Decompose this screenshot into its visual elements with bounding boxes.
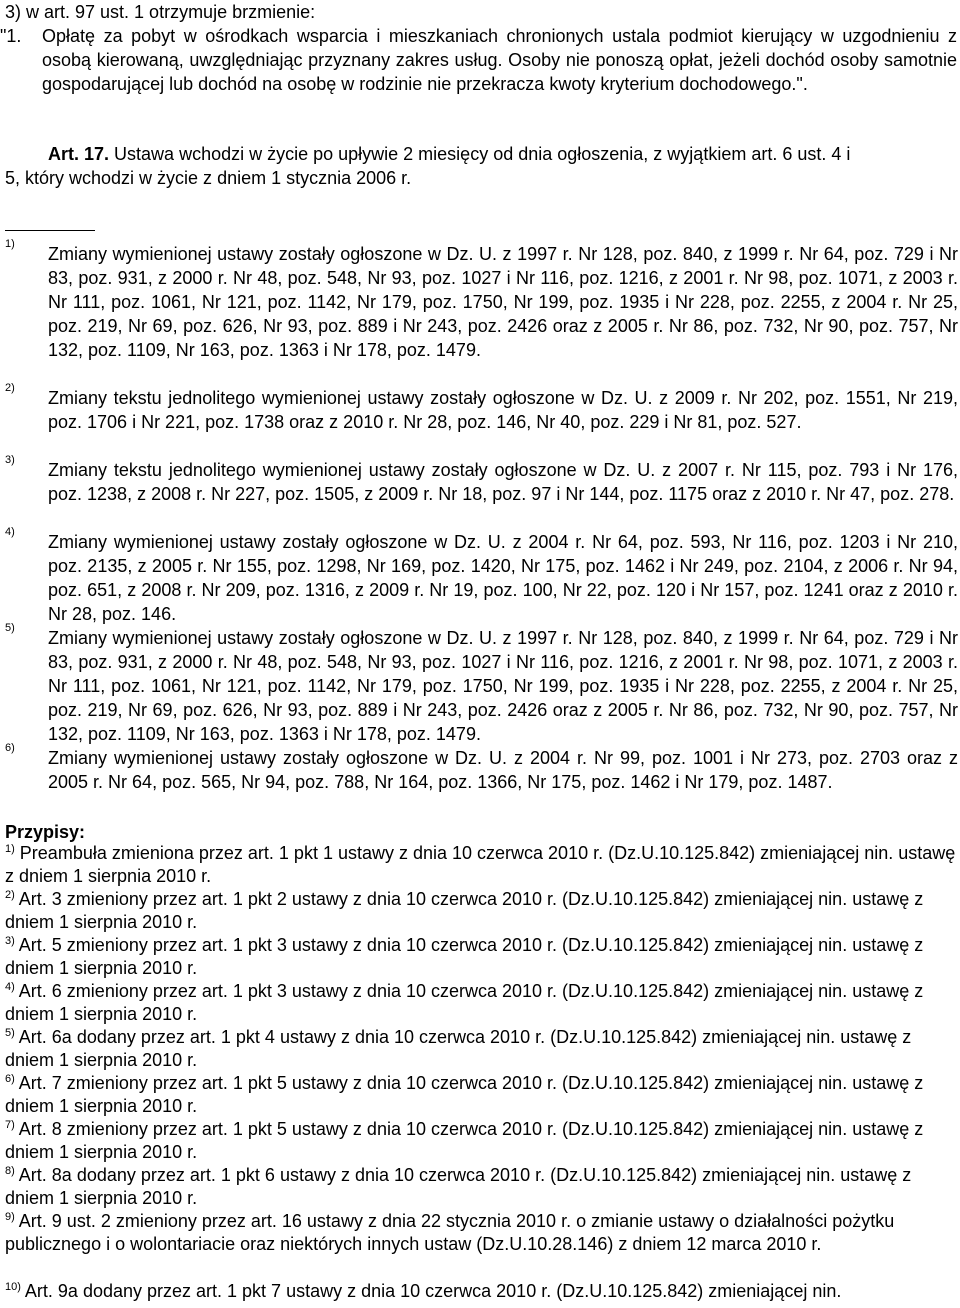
footnote-mark: 4): [5, 526, 15, 538]
przypis-text: Art. 9 ust. 2 zmieniony przez art. 16 ustawy z dnia 22 stycznia 2010 r. o zmianie ustawy o działalności pożytku publicznego i o wolontariacie oraz niektórych innych ustaw (Dz.U.10.28.146) z dniem 12 marca 2010 r.: [5, 1211, 895, 1254]
przypis-2: [5, 888, 957, 934]
przypis-text: Art. 9a dodany przez art. 1 pkt 7 ustawy z dnia 10 czerwca 2010 r. (Dz.U.10.125.842) zmieniającej nin.: [24, 1281, 842, 1301]
przypis-text: Art. 5 zmieniony przez art. 1 pkt 3 ustawy z dnia 10 czerwca 2010 r. (Dz.U.10.125.842) zmieniającej nin. ustawę z dniem 1 sierpnia 2010 r.: [5, 935, 924, 978]
footnote-separator: [5, 230, 95, 231]
footnote-text: Zmiany wymienionej ustawy zostały ogłoszone w Dz. U. z 1997 r. Nr 128, poz. 840, z 1999 r. Nr 64, poz. 729 i Nr 83, poz. 931, z 2000 r. Nr 48, poz. 548, Nr 93, poz. 1027 i Nr 116, poz. 1216, z 2001 r. Nr 98, poz. 1071, z 2003 r. Nr 111, poz. 1061, Nr 121, poz. 1142, Nr 179, poz. 1750, Nr 199, poz. 1935 i Nr 228, poz. 2255, z 2004 r. Nr 25, poz. 219, Nr 69, poz. 626, Nr 93, poz. 889 i Nr 243, poz. 2426 oraz z 2005 r. Nr 86, poz. 732, Nr 90, poz. 757, Nr 132, poz. 1109, Nr 163, poz. 1363 i Nr 178, poz. 1479.: [48, 244, 958, 360]
footnote-1: [5, 238, 958, 362]
quote-text: Opłatę za pobyt w ośrodkach wsparcia i mieszkaniach chronionych ustala podmiot kierujący w uzgodnieniu z osobą kierowaną, uwzględniając przyznany zakres usług. Osoby nie ponoszą opłat, jeżeli dochód osoby samotnie gospodarującej lub dochód na osobę w rodzinie nie przekracza kwoty kryterium dochodowego.".: [42, 26, 957, 94]
przypis-mark: 7): [5, 1119, 15, 1131]
article-17-label: Art. 17.: [48, 144, 110, 164]
przypis-text: Art. 6a dodany przez art. 1 pkt 4 ustawy z dnia 10 czerwca 2010 r. (Dz.U.10.125.842) zmieniającej nin. ustawę z dniem 1 sierpnia 2010 r.: [5, 1027, 912, 1070]
przypis-text: Art. 8 zmieniony przez art. 1 pkt 5 ustawy z dnia 10 czerwca 2010 r. (Dz.U.10.125.842) zmieniającej nin. ustawę z dniem 1 sierpnia 2010 r.: [5, 1119, 924, 1162]
footnote-text: Zmiany wymienionej ustawy zostały ogłoszone w Dz. U. z 2004 r. Nr 99, poz. 1001 i Nr 273, poz. 2703 oraz z 2005 r. Nr 64, poz. 565, Nr 94, poz. 788, Nr 164, poz. 1366, Nr 175, poz. 1462 i Nr 179, poz. 1487.: [48, 748, 958, 792]
article-17-text-line1: Ustawa wchodzi w życie po upływie 2 miesięcy od dnia ogłoszenia, z wyjątkiem art. 6 ust. 4 i: [114, 144, 851, 164]
footnote-text: Zmiany tekstu jednolitego wymienionej ustawy zostały ogłoszone w Dz. U. z 2009 r. Nr 202, poz. 1551, Nr 219, poz. 1706 i Nr 221, poz. 1738 oraz z 2010 r. Nr 28, poz. 146, Nr 40, poz. 229 i Nr 81, poz. 527.: [48, 388, 958, 432]
przypis-8: [5, 1164, 957, 1210]
footnote-6: [5, 742, 958, 794]
przypis-text: Art. 3 zmieniony przez art. 1 pkt 2 ustawy z dnia 10 czerwca 2010 r. (Dz.U.10.125.842) zmieniającej nin. ustawę z dniem 1 sierpnia 2010 r.: [5, 889, 924, 932]
przypis-text: Art. 7 zmieniony przez art. 1 pkt 5 ustawy z dnia 10 czerwca 2010 r. (Dz.U.10.125.842) zmieniającej nin. ustawę z dniem 1 sierpnia 2010 r.: [5, 1073, 924, 1116]
article-17-text-line2: 5, który wchodzi w życie z dniem 1 stycznia 2006 r.: [5, 168, 412, 188]
przypis-text: Art. 8a dodany przez art. 1 pkt 6 ustawy z dnia 10 czerwca 2010 r. (Dz.U.10.125.842) zmieniającej nin. ustawę z dniem 1 sierpnia 2010 r.: [5, 1165, 912, 1208]
footnote-mark: 2): [5, 382, 15, 394]
przypis-mark: 4): [5, 981, 15, 993]
przypis-mark: 3): [5, 935, 15, 947]
quote-lead: "1.: [0, 26, 22, 46]
footnote-2: [5, 382, 958, 434]
amendment-quote: [0, 24, 957, 96]
footnote-4: [5, 526, 958, 626]
przypis-9: [5, 1210, 957, 1256]
przypis-6: [5, 1072, 957, 1118]
przypis-mark: 8): [5, 1165, 15, 1177]
przypis-mark: 2): [5, 889, 15, 901]
przypis-mark: 5): [5, 1027, 15, 1039]
przypis-4: [5, 980, 957, 1026]
footnote-text: Zmiany tekstu jednolitego wymienionej ustawy zostały ogłoszone w Dz. U. z 2007 r. Nr 115, poz. 793 i Nr 176, poz. 1238, z 2008 r. Nr 227, poz. 1505, z 2009 r. Nr 18, poz. 97 i Nr 144, poz. 1175 oraz z 2010 r. Nr 47, poz. 278.: [48, 460, 958, 504]
przypis-text: Preambuła zmieniona przez art. 1 pkt 1 ustawy z dnia 10 czerwca 2010 r. (Dz.U.10.125.842) zmieniającej nin. ustawę z dniem 1 sierpnia 2010 r.: [5, 843, 956, 886]
przypis-7: [5, 1118, 957, 1164]
przypis-mark: 9): [5, 1211, 15, 1223]
przypisy-title: Przypisy:: [5, 822, 86, 842]
footnote-3: [5, 454, 958, 506]
przypis-mark: 6): [5, 1073, 15, 1085]
przypis-10: [5, 1280, 957, 1303]
footnote-5: [5, 622, 958, 746]
przypis-text: Art. 6 zmieniony przez art. 1 pkt 3 ustawy z dnia 10 czerwca 2010 r. (Dz.U.10.125.842) zmieniającej nin. ustawę z dniem 1 sierpnia 2010 r.: [5, 981, 924, 1024]
footnote-mark: 6): [5, 742, 15, 754]
footnote-mark: 3): [5, 454, 15, 466]
footnote-text: Zmiany wymienionej ustawy zostały ogłoszone w Dz. U. z 2004 r. Nr 64, poz. 593, Nr 116, poz. 1203 i Nr 210, poz. 2135, z 2005 r. Nr 155, poz. 1298, Nr 169, poz. 1420, Nr 175, poz. 1462 i Nr 249, poz. 2104, z 2006 r. Nr 94, poz. 651, z 2008 r. Nr 209, poz. 1316, z 2009 r. Nr 19, poz. 100, Nr 22, poz. 120 i Nr 157, poz. 1241 oraz z 2010 r. Nr 28, poz. 146.: [48, 532, 958, 624]
przypis-mark: 1): [5, 843, 15, 855]
przypis-1: [5, 842, 957, 888]
article-17: [48, 142, 958, 166]
przypis-5: [5, 1026, 957, 1072]
przypis-mark: 10): [5, 1281, 21, 1293]
footnote-text: Zmiany wymienionej ustawy zostały ogłoszone w Dz. U. z 1997 r. Nr 128, poz. 840, z 1999 r. Nr 64, poz. 729 i Nr 83, poz. 931, z 2000 r. Nr 48, poz. 548, Nr 93, poz. 1027 i Nr 116, poz. 1216, z 2001 r. Nr 98, poz. 1071, z 2003 r. Nr 111, poz. 1061, Nr 121, poz. 1142, Nr 179, poz. 1750, Nr 199, poz. 1935 i Nr 228, poz. 2255, z 2004 r. Nr 25, poz. 219, Nr 69, poz. 626, Nr 93, poz. 889 i Nr 243, poz. 2426 oraz z 2005 r. Nr 86, poz. 732, Nr 90, poz. 757, Nr 132, poz. 1109, Nr 163, poz. 1363 i Nr 178, poz. 1479.: [48, 628, 958, 744]
footnote-mark: 5): [5, 622, 15, 634]
przypis-3: [5, 934, 957, 980]
footnote-mark: 1): [5, 238, 15, 250]
amendment-header: 3) w art. 97 ust. 1 otrzymuje brzmienie:: [5, 2, 316, 22]
